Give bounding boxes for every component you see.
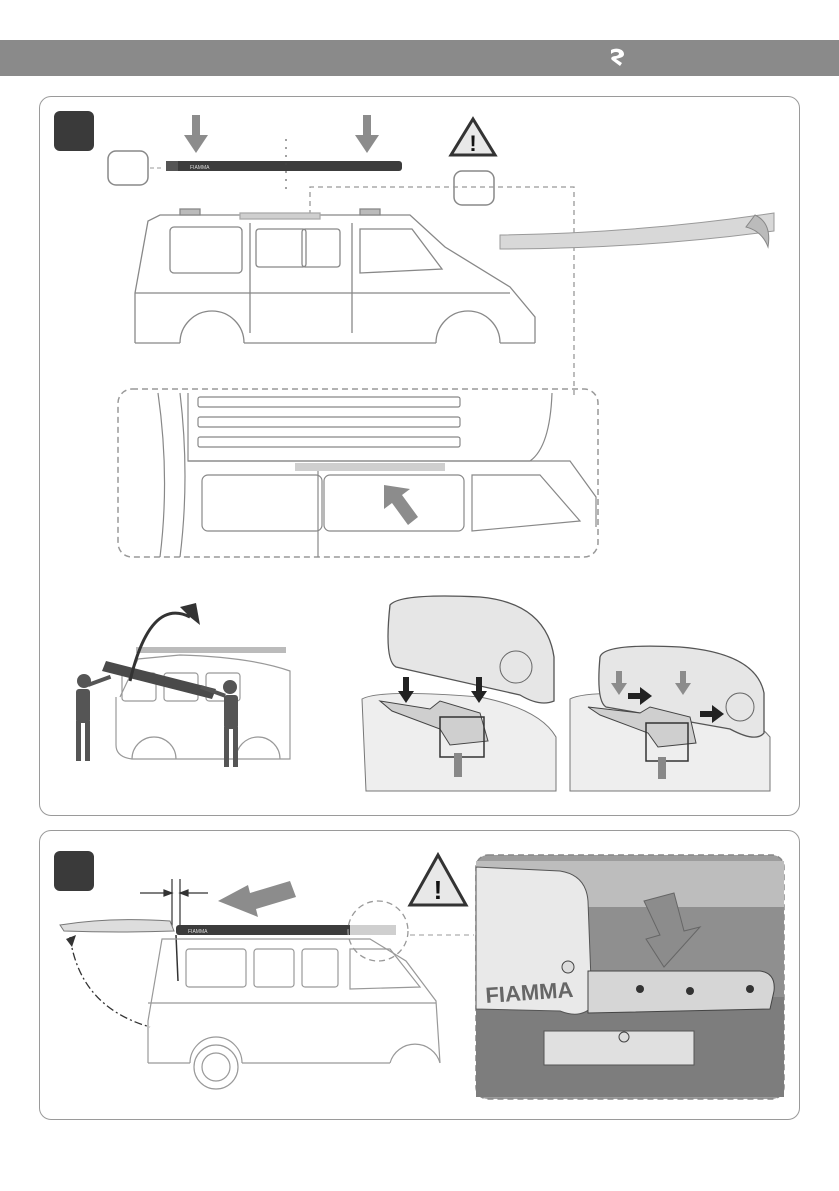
zoom-detail-frame	[476, 855, 784, 1099]
svg-text:FIAMMA: FIAMMA	[484, 976, 575, 1008]
flag-language-icon	[606, 46, 630, 70]
zoom-detail-frame	[118, 389, 598, 557]
step-2-illustration	[40, 831, 801, 1121]
step-1-panel	[39, 96, 800, 816]
van-roof-detail	[158, 393, 596, 557]
step-1-illustration	[40, 97, 801, 817]
diagonal-arrow-icon	[384, 485, 418, 525]
down-arrow-icon	[355, 115, 379, 153]
bracket-detail-1	[362, 596, 556, 791]
down-arrow-icon	[184, 115, 208, 153]
warning-triangle-icon	[451, 119, 495, 156]
bracket-detail-2	[570, 646, 770, 791]
van-side-view	[148, 939, 440, 1089]
awning-end-cap	[60, 920, 174, 932]
callout-box-b	[454, 171, 494, 205]
svg-text:!: !	[469, 131, 477, 156]
warning-triangle-icon	[410, 855, 466, 905]
people-mounting-awning	[76, 603, 290, 767]
slide-arrow-icon	[218, 881, 296, 917]
svg-text:!: !	[433, 875, 443, 905]
callout-box-a	[108, 151, 148, 185]
step-2-panel	[39, 830, 800, 1120]
svg-text:FIAMMA: FIAMMA	[188, 929, 208, 935]
svg-text:FIAMMA: FIAMMA	[190, 165, 210, 171]
header-bar	[0, 40, 839, 76]
van-side-view	[135, 209, 535, 343]
